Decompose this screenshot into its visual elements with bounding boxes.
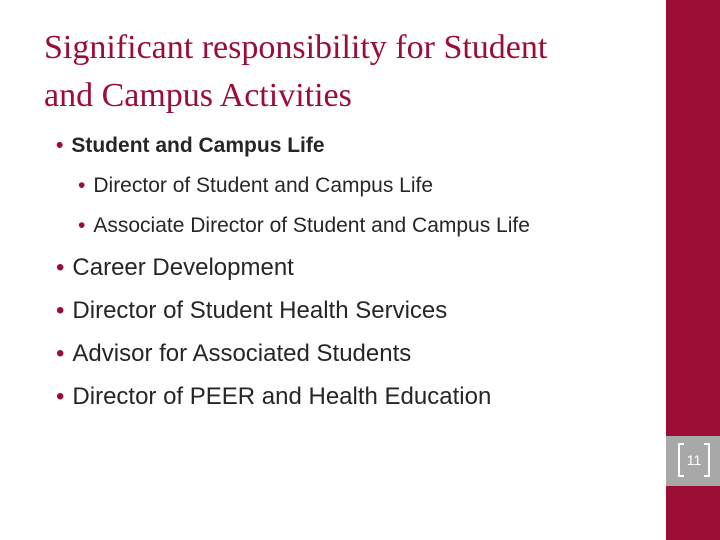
bullet-text: Director of Student and Campus Life [93,174,434,197]
bullet-item [56,297,447,325]
bullet-icon: • [56,134,64,157]
bullet-icon: • [78,214,86,237]
bullet-item [56,254,294,282]
bullet-item [78,174,433,198]
page-number: 11 [686,452,702,468]
bullet-item [56,134,325,158]
slide-title [44,24,654,120]
bullet-text: Associate Director of Student and Campus Life [93,214,530,237]
bullet-item [56,340,411,368]
bullet-text: Advisor for Associated Students [72,340,412,367]
bullet-icon: • [56,297,65,324]
bullet-icon: • [78,174,86,197]
title-line-2: and Campus Activities [44,77,352,114]
bullet-icon: • [56,254,65,281]
page-number-frame [676,442,712,478]
bullet-text: Career Development [72,254,294,281]
bullet-item [56,383,491,411]
bullet-text: Student and Campus Life [71,134,325,157]
bullet-icon: • [56,340,65,367]
bullet-text: Director of PEER and Health Education [72,383,492,410]
bullet-icon: • [56,383,65,410]
bullet-text: Director of Student Health Services [72,297,448,324]
title-line-1: Significant responsibility for Student [44,29,548,66]
bullet-item [78,214,530,238]
